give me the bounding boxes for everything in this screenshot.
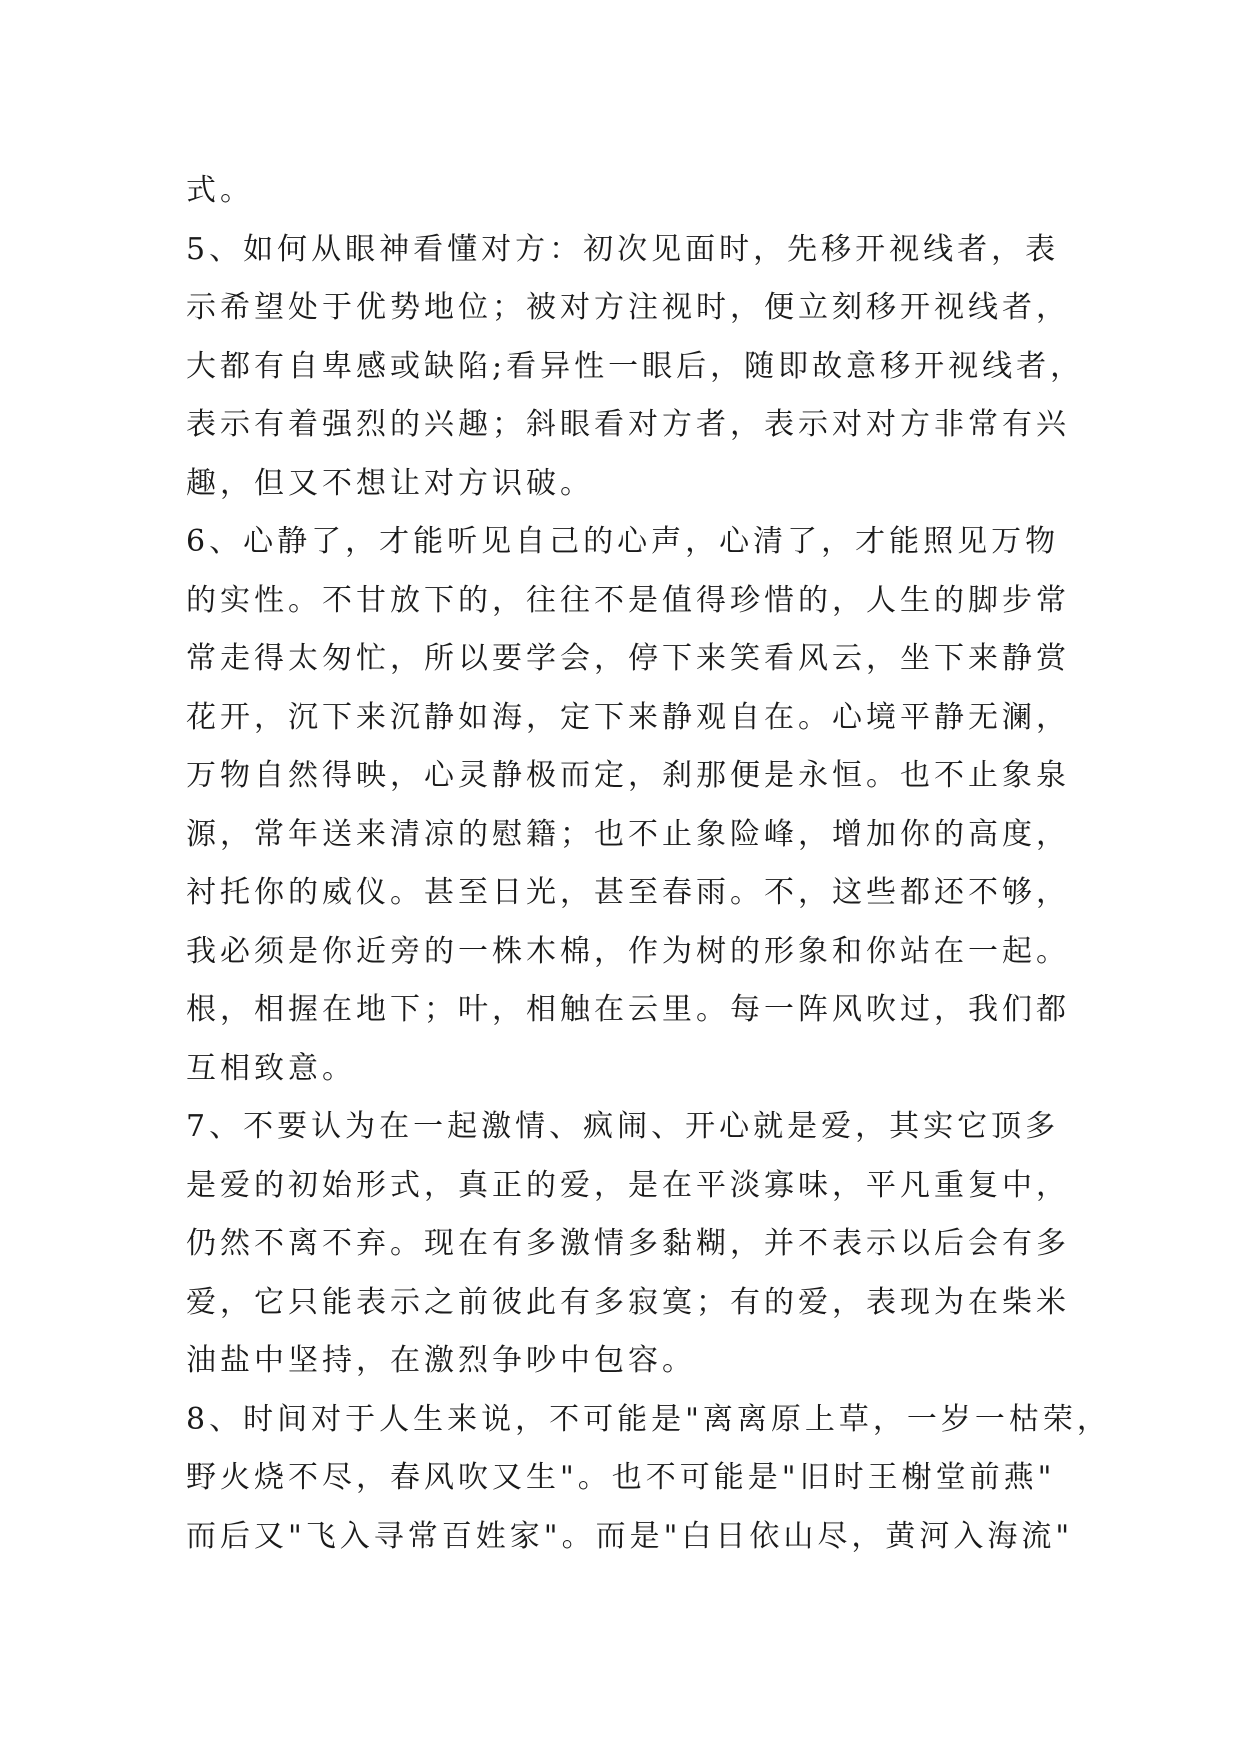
text-line: 8、时间对于人生来说，不可能是"离离原上草，一岁一枯荣， xyxy=(186,1401,1111,1437)
text-line: 源，常年送来清凉的慰籍；也不止象险峰，增加你的高度， xyxy=(186,816,1070,852)
text-line: 我必须是你近旁的一株木棉，作为树的形象和你站在一起。 xyxy=(186,933,1070,969)
text-line: 式。 xyxy=(186,173,254,208)
text-line: 6、心静了，才能听见自己的心声，心清了，才能照见万物 xyxy=(186,524,1060,559)
body-text xyxy=(186,162,1111,1566)
text-line: 互相致意。 xyxy=(186,1050,356,1086)
text-line: 爱，它只能表示之前彼此有多寂寞；有的爱，表现为在柴米 xyxy=(186,1284,1070,1320)
text-line: 根，相握在地下；叶，相触在云里。每一阵风吹过，我们都 xyxy=(186,992,1070,1027)
text-line: 仍然不离不弃。现在有多激情多黏糊，并不表示以后会有多 xyxy=(186,1226,1070,1261)
text-line: 的实性。不甘放下的，往往不是值得珍惜的，人生的脚步常 xyxy=(186,582,1070,618)
text-line: 常走得太匆忙，所以要学会，停下来笑看风云，坐下来静赏 xyxy=(186,641,1070,676)
text-line: 大都有自卑感或缺陷;看异性一眼后，随即故意移开视线者， xyxy=(186,348,1085,384)
text-line: 衬托你的威仪。甚至日光，甚至春雨。不，这些都还不够， xyxy=(186,875,1070,910)
text-line: 野火烧不尽，春风吹又生"。也不可能是"旧时王榭堂前燕" xyxy=(186,1460,1056,1495)
text-line: 示希望处于优势地位；被对方注视时，便立刻移开视线者， xyxy=(186,290,1070,325)
text-line: 是爱的初始形式，真正的爱，是在平淡寡味，平凡重复中， xyxy=(186,1167,1070,1203)
text-line: 7、不要认为在一起激情、疯闹、开心就是爱，其实它顶多 xyxy=(186,1109,1060,1144)
text-line: 趣，但又不想让对方识破。 xyxy=(186,465,594,501)
text-line: 油盐中坚持，在激烈争吵中包容。 xyxy=(186,1343,696,1378)
text-line: 万物自然得映，心灵静极而定，刹那便是永恒。也不止象泉 xyxy=(186,758,1070,793)
text-line: 表示有着强烈的兴趣；斜眼看对方者，表示对对方非常有兴 xyxy=(186,407,1070,442)
text-line: 5、如何从眼神看懂对方：初次见面时，先移开视线者，表 xyxy=(186,231,1060,267)
text-line: 而后又"飞入寻常百姓家"。而是"白日依山尽，黄河入海流" xyxy=(186,1518,1074,1554)
text-line: 花开，沉下来沉静如海，定下来静观自在。心境平静无澜， xyxy=(186,699,1070,735)
